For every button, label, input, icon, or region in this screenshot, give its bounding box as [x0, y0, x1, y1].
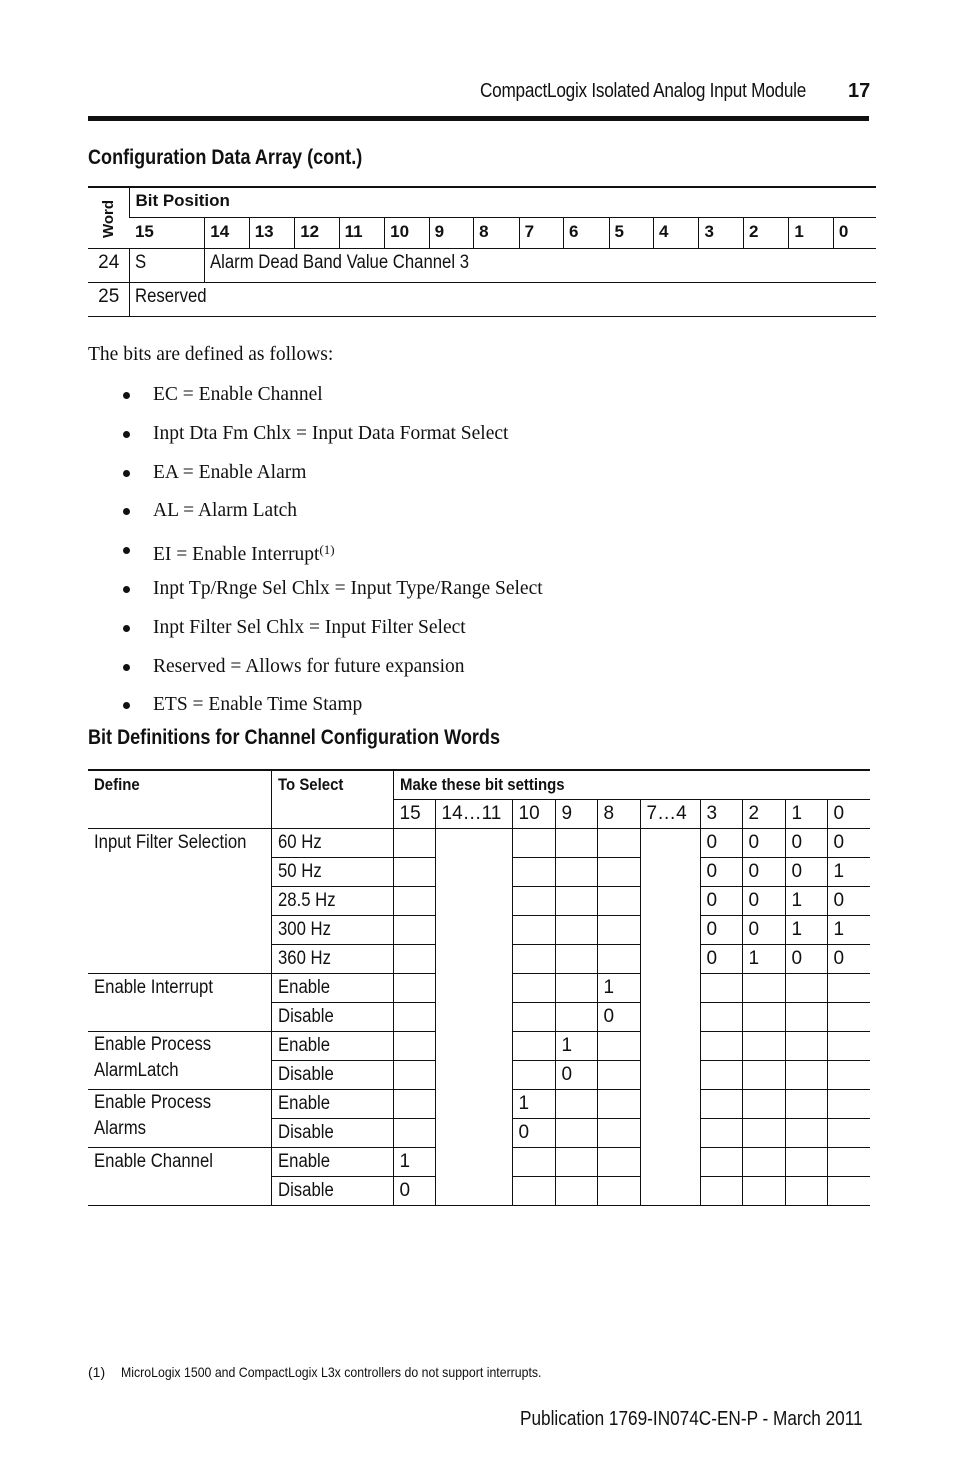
- bit-col-header: 1: [785, 800, 827, 829]
- select-cell: Enable: [271, 1148, 393, 1177]
- list-item: EA = Enable Alarm: [123, 459, 543, 498]
- configuration-data-table: [88, 186, 876, 317]
- bit-header: 9: [429, 218, 473, 249]
- bit-value: 1: [555, 1032, 597, 1061]
- col-settings-header: Make these bit settings: [393, 770, 870, 800]
- bit-value: 1: [785, 916, 827, 945]
- select-cell: Enable: [271, 1032, 393, 1061]
- bit-value: 1: [393, 1148, 435, 1177]
- define-cell: Input Filter Selection: [88, 829, 271, 974]
- bit-header: 3: [699, 218, 743, 249]
- bit-header: 14: [205, 218, 249, 249]
- define-cell: Enable Channel: [94, 1151, 213, 1172]
- bit-col-header: 9: [555, 800, 597, 829]
- bit-value: 0: [827, 945, 870, 974]
- footnote: [88, 1364, 599, 1380]
- bit-value: 0: [827, 887, 870, 916]
- bit-value: 0: [700, 916, 742, 945]
- word-description: Reserved: [130, 283, 876, 317]
- bit-col-header: 14…11: [435, 800, 512, 829]
- select-cell: Disable: [271, 1003, 393, 1032]
- bit-header: 2: [743, 218, 788, 249]
- bit-col-header: 3: [700, 800, 742, 829]
- select-cell: Enable: [271, 1090, 393, 1119]
- bit-header: 7: [519, 218, 563, 249]
- bit-value: 0: [785, 829, 827, 858]
- bit-value: 0: [785, 945, 827, 974]
- select-cell: 300 Hz: [271, 916, 393, 945]
- bit-value: 0: [742, 858, 785, 887]
- define-cell: Enable Interrupt: [88, 974, 271, 1032]
- bit-header: 5: [609, 218, 653, 249]
- table-row: [88, 249, 876, 283]
- bit-header: 10: [385, 218, 429, 249]
- bit-position-header: Bit Position: [130, 187, 876, 218]
- list-item: Inpt Filter Sel Chlx = Input Filter Select: [123, 614, 543, 653]
- select-cell: Enable: [271, 974, 393, 1003]
- select-cell: Disable: [271, 1061, 393, 1090]
- publication-footer: Publication 1769-IN074C-EN-P - March 2011: [520, 1408, 863, 1430]
- bit-value: 0: [393, 1177, 435, 1206]
- footnote-reference[interactable]: (1): [319, 542, 335, 558]
- bit-value: 1: [827, 916, 870, 945]
- bit-col-header: 2: [742, 800, 785, 829]
- bit-value: 0: [555, 1061, 597, 1090]
- list-item: EI = Enable Interrupt$^{(1)}$: [123, 536, 543, 575]
- bit-header: 11: [339, 218, 384, 249]
- bits-intro-text: The bits are defined as follows:: [88, 344, 334, 365]
- list-item: Inpt Tp/Rnge Sel Chlx = Input Type/Range Select: [123, 575, 543, 614]
- bit-value: 1: [785, 887, 827, 916]
- select-cell: 50 Hz: [271, 858, 393, 887]
- bit-value: 0: [742, 829, 785, 858]
- bit-col-header: 7…4: [640, 800, 700, 829]
- list-item: EC = Enable Channel: [123, 381, 543, 420]
- bit-col-header: 8: [597, 800, 640, 829]
- select-cell: 28.5 Hz: [271, 887, 393, 916]
- bit-header: 8: [474, 218, 519, 249]
- col-select-header: To Select: [271, 770, 393, 829]
- bit-col-header: 0: [827, 800, 870, 829]
- bit15-value: S: [130, 249, 205, 283]
- footnote-text: MicroLogix 1500 and CompactLogix L3x controllers do not support interrupts.: [121, 1364, 542, 1380]
- bitdef-section-title: Bit Definitions for Channel Configuration Words: [88, 726, 501, 749]
- list-item: Reserved = Allows for future expansion: [123, 653, 543, 692]
- list-item: ETS = Enable Time Stamp: [123, 691, 543, 730]
- select-cell: 360 Hz: [271, 945, 393, 974]
- define-cell: Enable Process Alarms: [88, 1090, 271, 1148]
- bit-definitions-table: [88, 769, 870, 1206]
- table-row: [88, 283, 876, 317]
- bit-value: 0: [742, 916, 785, 945]
- word-header: Word: [88, 187, 130, 249]
- bit-value: 1: [742, 945, 785, 974]
- bit-value: 0: [827, 829, 870, 858]
- page-number: 17: [848, 80, 871, 102]
- bit-header: 4: [653, 218, 698, 249]
- bit-value: 0: [700, 945, 742, 974]
- bit-header: 12: [295, 218, 339, 249]
- bit-value: 0: [700, 829, 742, 858]
- footnote-marker: (1): [88, 1364, 106, 1380]
- word-number: 24: [88, 249, 130, 283]
- bit-col-header: 15: [393, 800, 435, 829]
- bit-value: 0: [785, 858, 827, 887]
- bit-value: 1: [827, 858, 870, 887]
- select-cell: Disable: [271, 1119, 393, 1148]
- select-cell: Disable: [271, 1177, 393, 1206]
- header-rule: [88, 116, 869, 121]
- bit-value: 1: [512, 1090, 555, 1119]
- bit-value: 1: [597, 974, 640, 1003]
- bit-value: 0: [597, 1003, 640, 1032]
- config-section-title: Configuration Data Array (cont.): [88, 146, 363, 169]
- select-cell: 60 Hz: [271, 829, 393, 858]
- col-define-header: Define: [88, 770, 271, 829]
- bit-value: 0: [512, 1119, 555, 1148]
- list-item: AL = Alarm Latch: [123, 497, 543, 536]
- bit-header: 1: [789, 218, 833, 249]
- word-number: 25: [88, 283, 130, 317]
- bit-header: 6: [564, 218, 609, 249]
- bit-header: 13: [249, 218, 294, 249]
- bit-header: 0: [833, 218, 876, 249]
- bit-value: 0: [700, 858, 742, 887]
- define-cell: Enable Process AlarmLatch: [88, 1032, 271, 1090]
- list-item: Inpt Dta Fm Chlx = Input Data Format Select: [123, 420, 543, 459]
- bit-value: 0: [700, 887, 742, 916]
- running-header-title: CompactLogix Isolated Analog Input Module: [480, 80, 807, 102]
- bit-header: 15: [130, 218, 205, 249]
- bit-definitions-list: [123, 381, 543, 730]
- word-description: Alarm Dead Band Value Channel 3: [205, 249, 876, 283]
- table-row: [88, 829, 870, 858]
- bit-value: 0: [742, 887, 785, 916]
- bit-col-header: 10: [512, 800, 555, 829]
